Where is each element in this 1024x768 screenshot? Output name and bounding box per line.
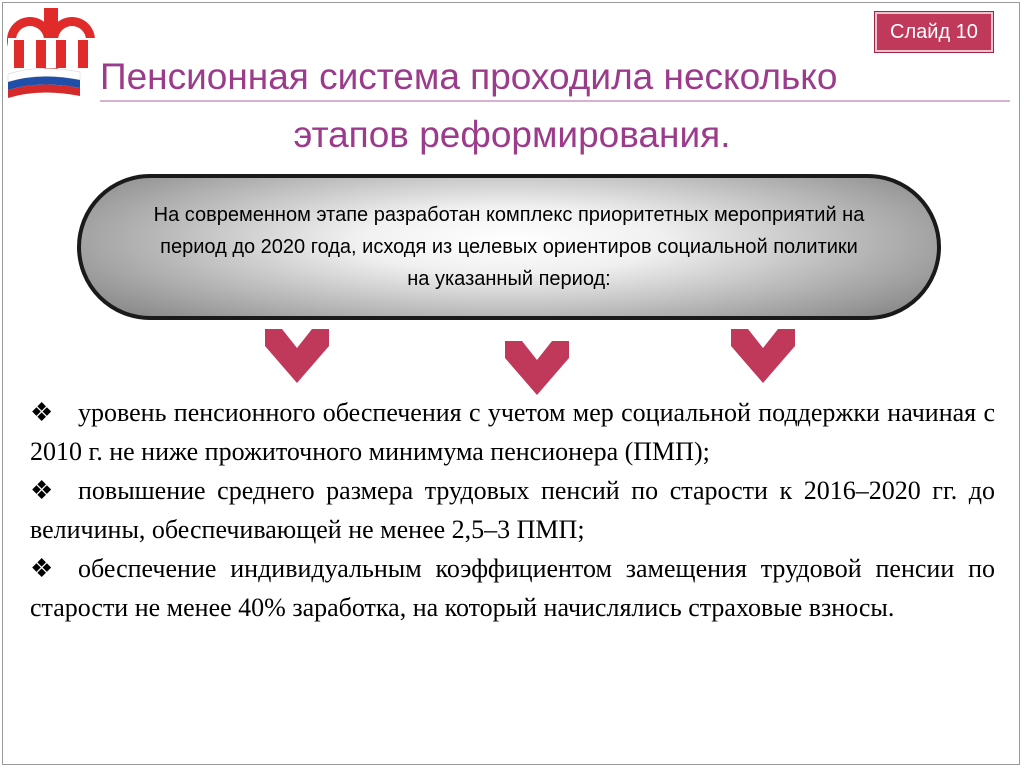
chevron-down-icon [502, 338, 572, 398]
slide-title-line-1: Пенсионная система проходила несколько [100, 56, 838, 97]
russian-flag-icon [8, 68, 80, 98]
callout-box [77, 174, 941, 320]
diamond-bullet-icon: ❖ [30, 554, 54, 583]
logo-emblem [7, 8, 102, 70]
list-item-text: повышение среднего размера трудовых пенсий по старости к 2016–2020 гг. до величины, обеспечивающей не менее 2,5–3 ПМП; [30, 476, 995, 544]
list-item-text: обеспечение индивидуальным коэффициентом замещения трудовой пенсии по старости не менее 40% заработка, на который начислялись страховые взносы. [30, 554, 995, 622]
slide-number-badge: Слайд 10 [875, 12, 993, 52]
title-divider [100, 100, 1010, 102]
bullet-list [30, 393, 995, 627]
diamond-bullet-icon: ❖ [30, 398, 54, 427]
chevron-down-icon [262, 326, 332, 386]
chevron-down-icon [728, 326, 798, 386]
list-item [30, 549, 995, 627]
diamond-bullet-icon: ❖ [30, 476, 54, 505]
list-item [30, 471, 995, 549]
pfr-logo [0, 0, 110, 105]
list-item-text: уровень пенсионного обеспечения с учетом мер социальной поддержки начиная с 2010 г. не ниже прожиточного минимума пенсионера (ПМП); [30, 398, 995, 466]
slide-title-line-2: этапов реформирования. [293, 114, 731, 155]
list-item [30, 393, 995, 471]
callout-text: На современном этапе разработан комплекс приоритетных мероприятий на период до 2020 года, исходя из целевых ориентиров социальной политики на указанный период: [153, 204, 865, 290]
